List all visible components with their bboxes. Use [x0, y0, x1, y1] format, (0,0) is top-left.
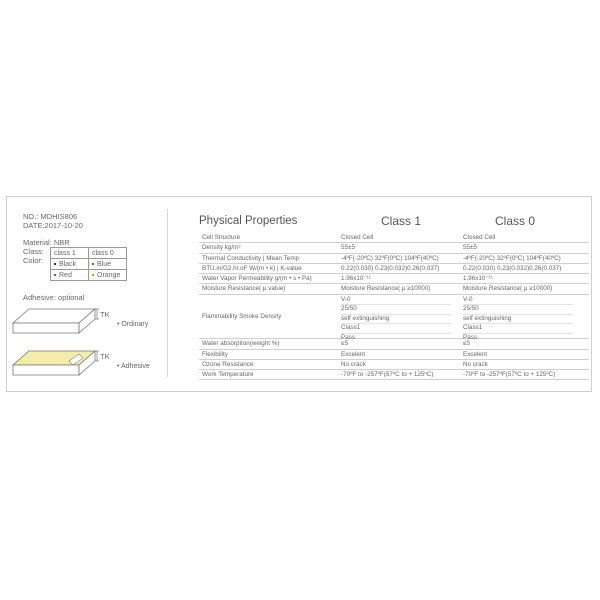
class-1-value: 0.22(0.030) 0.23(0.032)0.26(0.037)	[341, 264, 440, 272]
class-0-values	[463, 244, 477, 253]
properties-table	[199, 233, 589, 380]
class-0-values	[463, 255, 561, 264]
property-name: Flammability Smoke Density	[202, 312, 282, 320]
class-label: Class:	[23, 247, 44, 256]
color-name: Black	[59, 260, 77, 268]
color-label: Color:	[23, 256, 44, 265]
class-1-value: 25/50	[341, 305, 451, 315]
property-name: Work Temperature	[202, 371, 254, 379]
property-row	[199, 339, 589, 349]
class-1-value: self extinguishing	[341, 315, 451, 325]
class-0-values	[463, 275, 493, 284]
class-1-values	[341, 265, 439, 274]
class-color-section	[23, 247, 163, 281]
class-header-row	[51, 248, 127, 259]
color-name: Orange	[97, 271, 121, 279]
class-1-value: No crack	[341, 360, 366, 368]
color-cell	[89, 270, 127, 281]
property-row	[199, 360, 589, 370]
property-row	[199, 295, 589, 340]
foam-sheet-diagram	[7, 297, 167, 387]
class-1-values	[341, 296, 451, 343]
document-number: NO.: MDHIS806	[23, 212, 78, 221]
property-row	[199, 254, 589, 264]
class-1-values	[341, 340, 348, 349]
property-row	[199, 284, 589, 294]
property-name: Water Vapor Permeability g/(m • s • Pa)	[202, 275, 312, 283]
class-1-values	[341, 285, 430, 294]
class-1-value: Moisture Resistance( μ ≥10000)	[341, 285, 431, 293]
class-0-values	[463, 351, 487, 360]
material-label: Material: NBR	[23, 238, 70, 247]
adhesive-tk-label: TK	[100, 352, 110, 361]
property-row	[199, 370, 589, 380]
color-cell	[89, 259, 127, 270]
property-row	[199, 264, 589, 274]
class-0-header: class 0	[89, 248, 127, 259]
property-name: BTU.in/G2.hr.oF W/(m • k) | K-value	[202, 264, 302, 272]
product-info-panel	[23, 213, 163, 302]
class-1-header: class 1	[51, 248, 89, 259]
class-1-value: Pass	[341, 333, 355, 341]
properties-title: Physical Properties	[199, 215, 298, 227]
spec-sheet-card	[6, 196, 592, 392]
class-color-labels	[23, 247, 50, 265]
property-name: Water absorption(weight %)	[202, 340, 280, 348]
physical-properties-panel	[199, 211, 589, 380]
class-1-values	[341, 361, 366, 370]
class-0-value: 55±5	[463, 244, 477, 252]
adhesive-note: Adhesive: optional	[23, 293, 85, 302]
color-name: Red	[59, 271, 72, 279]
color-dot-icon	[92, 263, 94, 265]
class-0-values	[463, 340, 470, 349]
class-0-value: Pass	[463, 333, 477, 341]
property-row	[199, 233, 589, 243]
class-0-values	[463, 234, 495, 243]
class-0-value: 0.22(0.030) 0.23(0.032)0.26(0.037)	[463, 264, 562, 272]
class-0-value: -70ºF to -257ºF(57ºC to + 125ºC)	[463, 371, 556, 379]
property-name: Cell Structure	[202, 234, 241, 241]
class-0-value: Class1	[463, 324, 573, 334]
class-1-value: -4ºF(-20ºC) 32ºF(0ºC) 104ºF(40ºC)	[341, 254, 439, 262]
property-name: Flexibility	[202, 350, 228, 358]
class-1-value: 55±5	[341, 244, 355, 252]
class-0-values	[463, 265, 561, 274]
adhesive-sheet-illustration	[13, 351, 99, 375]
property-row	[199, 243, 589, 253]
property-row	[199, 350, 589, 360]
class-1-title: Class 1	[381, 214, 422, 228]
class-1-values	[341, 244, 355, 253]
class-0-value: No crack	[463, 360, 488, 368]
class-0-value: 1.96x10⁻¹¹	[463, 275, 493, 283]
ordinary-sheet-illustration	[13, 309, 99, 333]
class-1-value: ≤5	[341, 340, 348, 348]
document-date: DATE:2017-10-20	[23, 220, 83, 230]
class-1-values	[341, 351, 365, 360]
document-meta	[23, 213, 163, 230]
color-cell	[51, 259, 89, 270]
class-1-value: 1.96x10⁻¹¹	[341, 275, 371, 283]
class-0-value: V-0	[463, 296, 573, 306]
class-0-value: 25/50	[463, 305, 573, 315]
class-1-value: Class1	[341, 324, 451, 334]
class-1-values	[341, 255, 439, 264]
adhesive-label: • Adhesive	[117, 363, 150, 370]
class-1-value: -70ºF to -257ºF(57ºC to + 125ºC)	[341, 371, 434, 379]
color-cell	[51, 270, 89, 281]
property-row	[199, 274, 589, 284]
property-name: Thermal Conductivity | Mean Temp	[202, 254, 300, 262]
class-0-values	[463, 296, 573, 343]
class-0-values	[463, 361, 488, 370]
color-name: Blue	[97, 260, 112, 268]
class-1-values	[341, 234, 373, 243]
property-name: Density kg/m³	[202, 244, 241, 252]
class-1-value: V-0	[341, 296, 451, 306]
property-name: Moisture Resistance( μ value)	[202, 285, 286, 293]
class-0-value: Closed Cell	[463, 234, 496, 241]
color-row	[51, 270, 127, 281]
properties-header	[199, 211, 589, 233]
ordinary-label: • Ordinary	[117, 321, 149, 328]
panel-divider	[167, 209, 168, 377]
class-0-title: Class 0	[495, 214, 536, 228]
ordinary-tk-label: TK	[100, 310, 110, 319]
class-1-values	[341, 275, 371, 284]
class-0-value: ≤5	[463, 340, 470, 348]
class-color-table	[50, 247, 127, 281]
class-0-values	[463, 371, 555, 380]
color-dot-icon	[54, 263, 56, 265]
class-0-value: Excelent	[463, 350, 488, 358]
property-name: Ozone Resistance	[202, 360, 254, 368]
class-0-values	[463, 285, 552, 294]
class-0-value: self extinguishing	[463, 315, 573, 325]
class-1-values	[341, 371, 433, 380]
class-0-value: Moisture Resistance( μ ≥10000)	[463, 285, 553, 293]
class-0-value: -4ºF(-20ºC) 32ºF(0ºC) 104ºF(40ºC)	[463, 254, 561, 262]
class-1-value: Closed Cell	[341, 234, 374, 241]
color-dot-icon	[92, 274, 94, 276]
color-row	[51, 259, 127, 270]
color-dot-icon	[54, 274, 56, 276]
class-1-value: Excelent	[341, 350, 366, 358]
